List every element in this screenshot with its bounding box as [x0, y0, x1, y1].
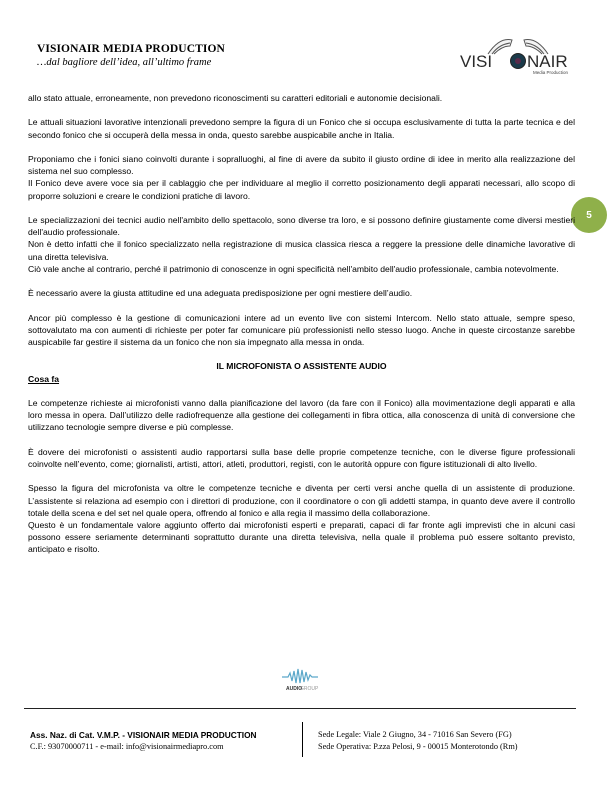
audiogroup-text-bold: AUDIO [286, 686, 303, 692]
page-number-badge: 5 [571, 197, 607, 233]
header-subtitle: …dal bagliore dell’idea, all’ultimo frame [37, 57, 212, 68]
paragraph: Le specializzazioni dei tecnici audio nell'ambito dello spettacolo, sono diverse tra loro, e si possono definire giustamente come diversi mestieri dell'audio professionale. [28, 214, 575, 238]
svg-text:NAIR: NAIR [527, 52, 568, 71]
subsection-title: Cosa fa [28, 373, 60, 384]
visionair-logo [458, 34, 578, 76]
footer-divider [24, 708, 576, 709]
paragraph: Le competenze richieste ai microfonisti vanno dalla pianificazione del lavoro (da fare con il Fonico) alla movimentazione degli apparati e alla loro messa in opera. Dall’utilizzo delle radiofrequenze alla gestione dei collegamenti in fibra ottica, alla conoscenza di unità di conversione che utilizzano tecnologie sempre diverse e più complesse. [28, 397, 575, 433]
paragraph: Questo è un fondamentale valore aggiunto offerto dai microfonisti esperti e preparati, capaci di far fronte agli imprevisti che in alcuni casi possono essere seriamente determinanti soprattutto durante una diretta televisiva, nella quale il problema può essere soltanto previsto, anticipato e risolto. [28, 519, 575, 555]
paragraph: Non è detto infatti che il fonico specializzato nella registrazione di musica classica riesca a reggere la pressione delle dinamiche lavorative di una diretta televisiva. [28, 239, 575, 262]
audiogroup-logo [280, 667, 320, 695]
paragraph: È necessario avere la giusta attitudine ed una adeguata predisposizione per ogni mestiere dell’audio. [28, 288, 413, 299]
paragraph: Le attuali situazioni lavorative intenzionali prevedono sempre la figura di un Fonico che si occupa esclusivamente di tutta la parte tecnica e del secondo fonico che si occuperà della messa in onda, questo sarebbe auspicabile anche in Italia. [28, 117, 575, 140]
svg-text:VISI: VISI [460, 52, 493, 71]
footer-left [30, 729, 257, 753]
paragraph: Ancor più complesso è la gestione di comunicazioni intere ad un evento live con sistemi Intercom. Nello stato attuale, sempre speso, sottovalutato ma con aumenti di richieste per poter far comunicare più professionisti nello stesso luogo. Anche in queste circostanze sarebbe auspicabile far gestire il sistema da un fonico che non sia impegnato alla messa in onda. [28, 312, 575, 347]
paragraph: allo stato attuale, erroneamente, non prevedono riconoscimenti su caratteri editoriali e autonomie decisionali. [28, 93, 443, 103]
soundwave-icon [282, 669, 318, 683]
footer-operative-address: Sede Operativa: P.zza Pelosi, 9 - 00015 Monterotondo (Rm) [318, 742, 518, 751]
section-title: IL MICROFONISTA O ASSISTENTE AUDIO [216, 361, 387, 372]
logo-subtext: Media Production [533, 70, 569, 75]
paragraph: È dovere dei microfonisti o assistenti audio rapportarsi sulla base delle proprie competenze tecniche, con le diverse figure professionali coinvolte nell’evento, come; giornalisti, artisti, attori, atleti, produttori, registi, con le autorità oppure con figure istituzionali di alto livello. [28, 446, 575, 469]
paragraph: Proponiamo che i fonici siano coinvolti durante i sopralluoghi, al fine di avere da subito il giusto ordine di idee in merito alla realizzazione del sistema nel suo complesso. [28, 153, 575, 177]
footer-separator [302, 722, 303, 757]
footer-contact: C.F.: 93070000711 - e-mail: info@visionairmediapro.com [30, 742, 224, 751]
paragraph: Ciò vale anche al contrario, perché il patrimonio di conoscenze in ogni specificità nell'ambito dell'audio professionale, cambia notevolmente. [28, 263, 559, 274]
footer-association: Ass. Naz. di Cat. V.M.P. - VISIONAIR MEDIA PRODUCTION [30, 730, 257, 740]
header-title: VISIONAIR MEDIA PRODUCTION [37, 43, 225, 55]
footer-right [318, 729, 518, 753]
paragraph: Spesso la figura del microfonista va oltre le competenze tecniche e diventa per certi versi anche quella di un assistente di produzione. L’assistente si relaziona ad esempio con i direttori di produzione, con il coordinatore o con gli addetti stampa, in quanto deve avere il controllo totale della scena e del set nel quale opera, offrendo al fonico e alla regia il massimo della collaborazione. [28, 483, 575, 518]
document-body [28, 92, 575, 568]
paragraph: Il Fonico deve avere voce sia per il cablaggio che per individuare al meglio il corretto posizionamento degli apparati necessari, allo scopo di proporre soluzioni e creare le condizioni pratiche di lavoro. [28, 178, 575, 201]
footer-legal-address: Sede Legale: Viale 2 Giugno, 34 - 71016 San Severo (FG) [318, 730, 512, 739]
audiogroup-text-light: GROUP [300, 686, 319, 692]
